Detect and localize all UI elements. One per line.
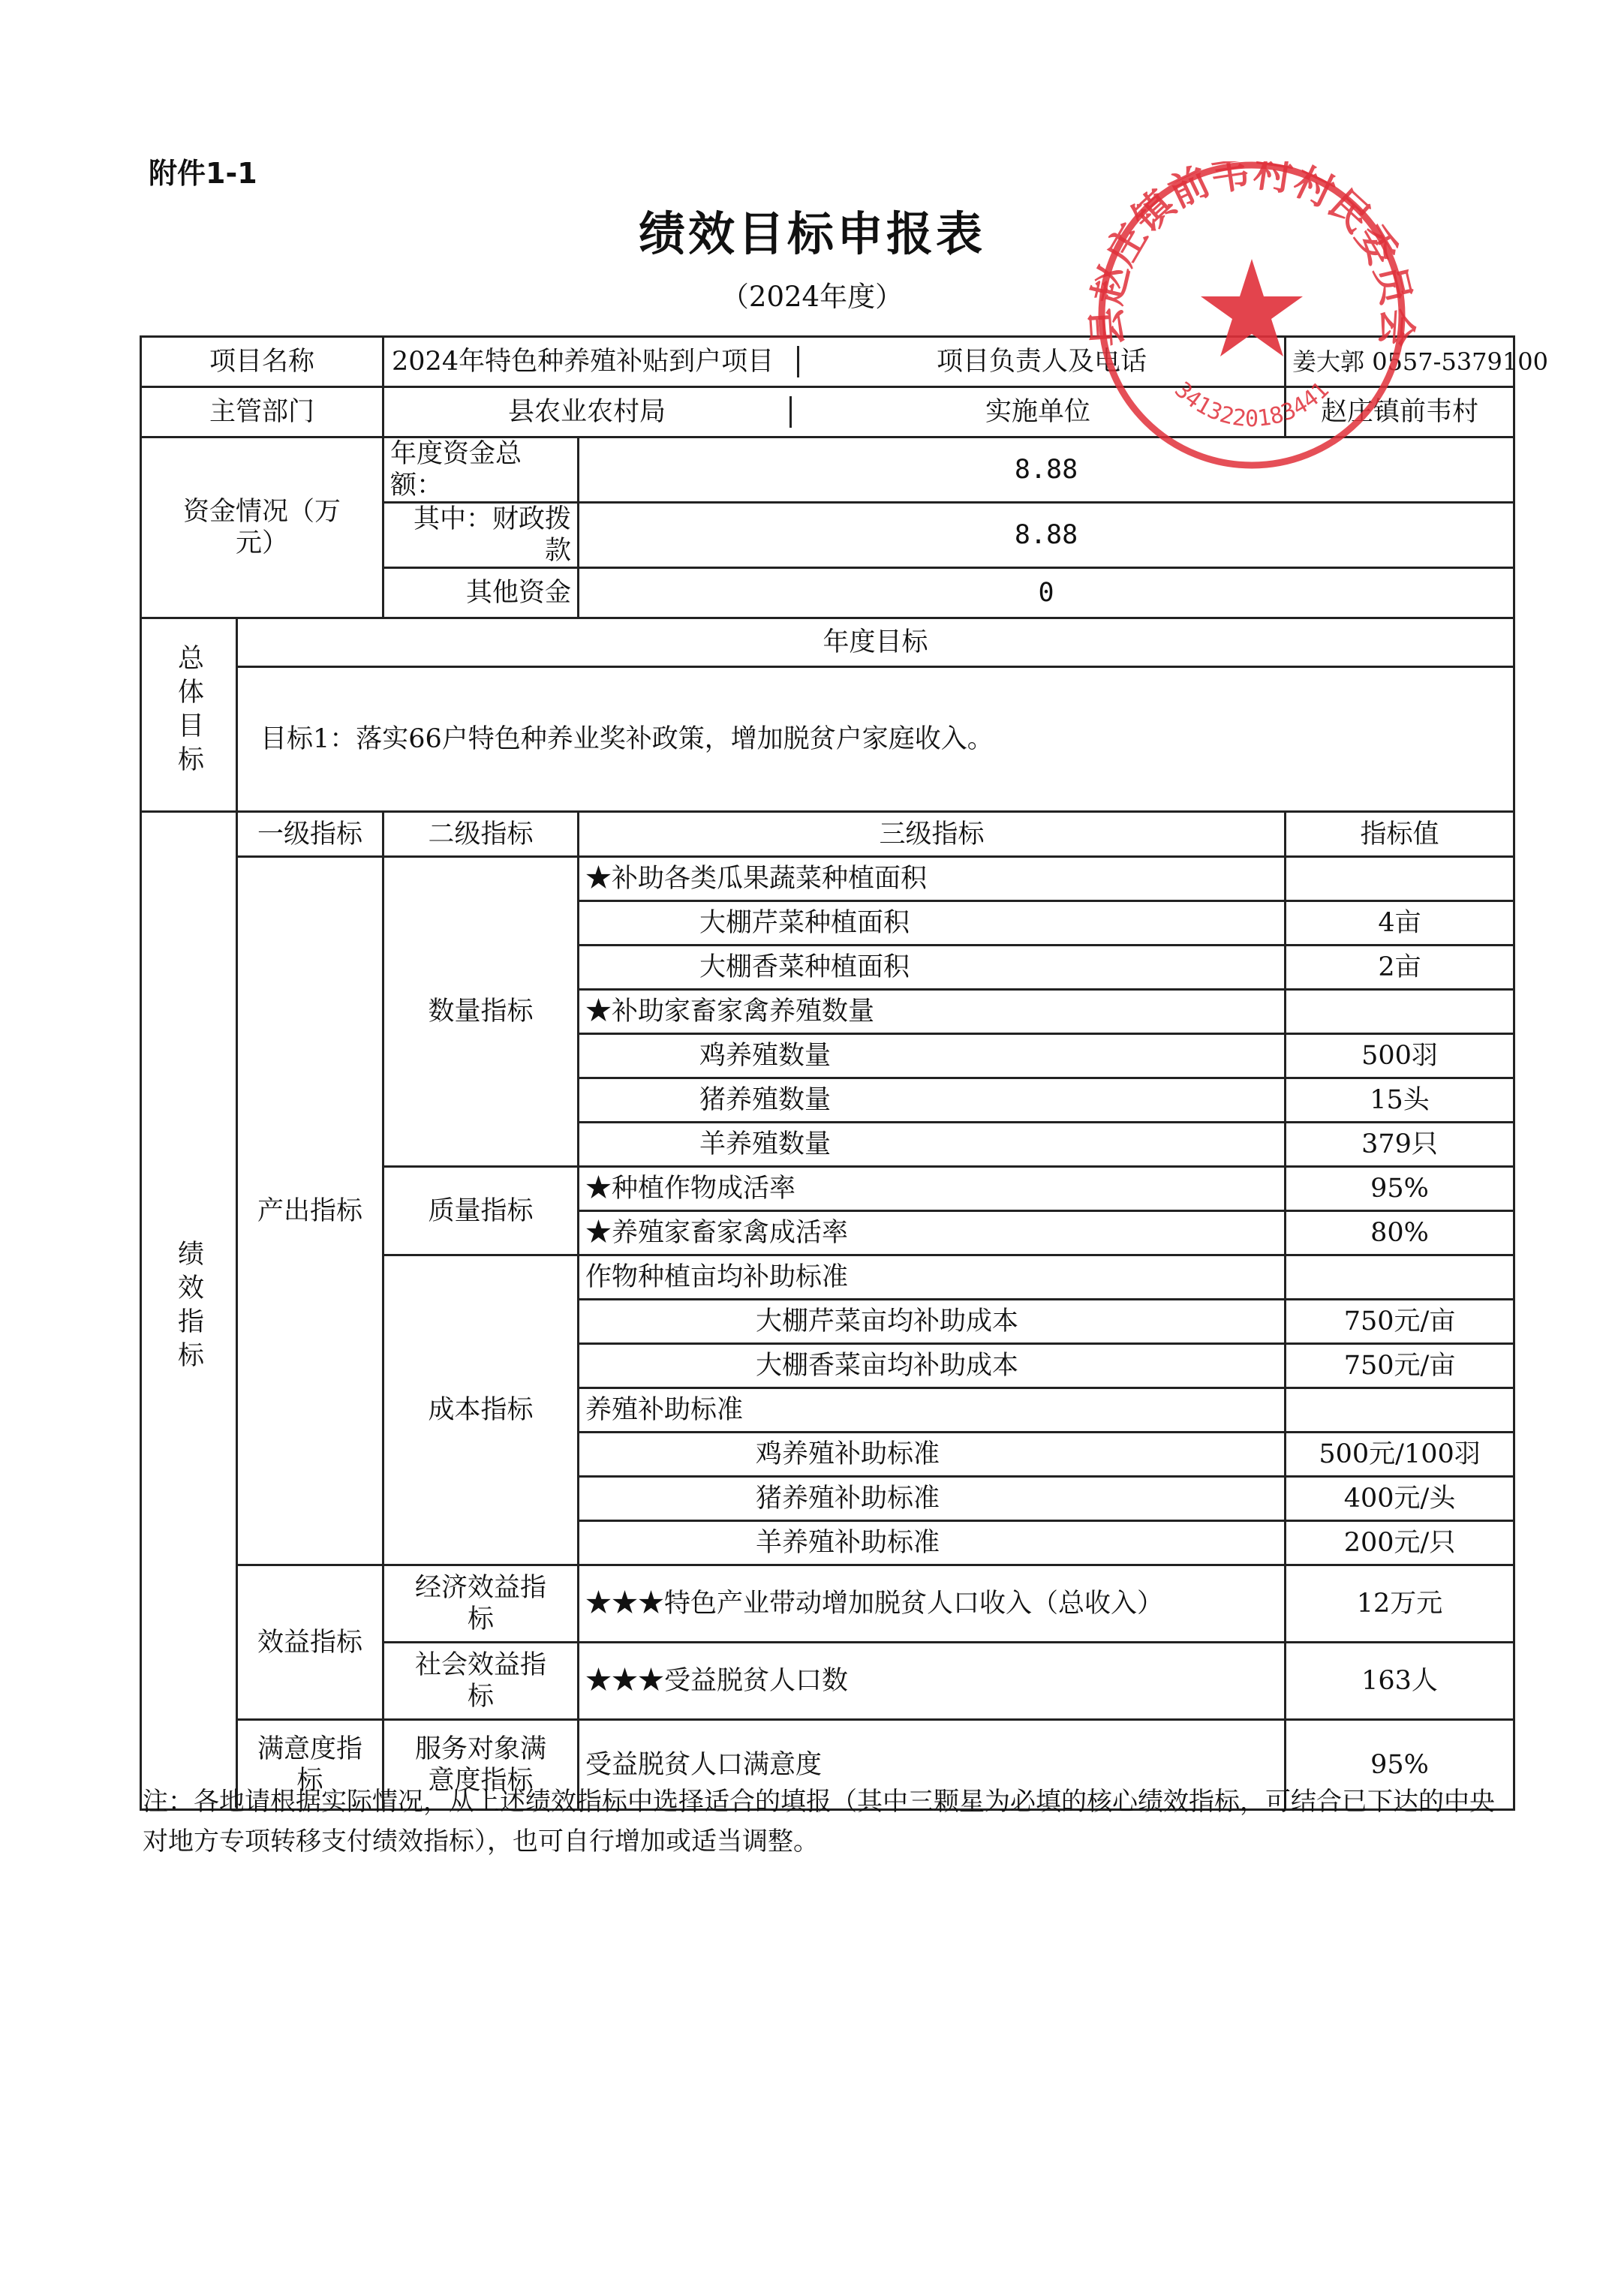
indicator-name: 鸡养殖数量 [579, 1034, 1286, 1078]
indicator-name: 大棚香菜种植面积 [579, 946, 1286, 990]
indicator-name: ★补助各类瓜果蔬菜种植面积 [579, 857, 1286, 901]
col-header-1: 一级指标 [237, 812, 383, 857]
indicator-value: 500元/100羽 [1286, 1433, 1514, 1477]
satisfaction-indicator: 满意度指标 [237, 1720, 383, 1810]
goal-header: 年度目标 [237, 618, 1514, 667]
indicator-value [1286, 857, 1514, 901]
unit-label: 实施单位 [985, 397, 1091, 427]
col-header-4: 指标值 [1286, 812, 1514, 857]
output-indicator: 产出指标 [237, 857, 383, 1565]
indicator-name: ★★★受益脱贫人口数 [579, 1643, 1286, 1720]
attachment-label: 附件1-1 [149, 157, 257, 190]
quality-indicator: 质量指标 [383, 1167, 579, 1255]
indicator-value: 2亩 [1286, 946, 1514, 990]
funds-label: 资金情况（万元） [141, 437, 383, 618]
indicator-value: 750元/亩 [1286, 1344, 1514, 1388]
indicator-name: ★养殖家畜家禽成活率 [579, 1211, 1286, 1255]
funds-total-label: 年度资金总额： [383, 437, 579, 503]
indicator-name: 鸡养殖补助标准 [579, 1433, 1286, 1477]
indicator-name: 大棚芹菜种植面积 [579, 901, 1286, 946]
cost-indicator: 成本指标 [383, 1255, 579, 1565]
indicator-name: 猪养殖数量 [579, 1078, 1286, 1123]
indicator-value: 15头 [1286, 1078, 1514, 1123]
indicator-name: ★补助家畜家禽养殖数量 [579, 990, 1286, 1034]
social-indicator: 社会效益指标 [383, 1643, 579, 1720]
indicator-value: 400元/头 [1286, 1477, 1514, 1521]
indicator-name: 受益脱贫人口满意度 [579, 1720, 1286, 1810]
indicator-value: 379只 [1286, 1123, 1514, 1167]
year-label: （2024年度） [720, 281, 904, 313]
project-owner-value: 姜大郭 0557-5379100 [1286, 337, 1514, 387]
indicator-value [1286, 1388, 1514, 1433]
economic-indicator: 经济效益指标 [383, 1565, 579, 1643]
funds-fiscal-label: 其中：财政拨款 [383, 503, 579, 568]
project-owner-label: 项目负责人及电话 [937, 347, 1147, 377]
indicator-value: 12万元 [1286, 1565, 1514, 1643]
indicator-name: ★★★特色产业带动增加脱贫人口收入（总收入） [579, 1565, 1286, 1643]
unit-value: 赵庄镇前韦村 [1286, 387, 1514, 437]
seal-star-icon [1201, 259, 1303, 356]
indicator-value: 200元/只 [1286, 1521, 1514, 1565]
perf-label: 绩效指标 [141, 812, 237, 1810]
seal-code: 3413220183441 [1168, 377, 1335, 432]
indicator-name: 羊养殖补助标准 [579, 1521, 1286, 1565]
indicator-name: 羊养殖数量 [579, 1123, 1286, 1167]
project-name-value: 2024年特色种养殖补贴到户项目 [384, 346, 799, 377]
funds-other-label: 其他资金 [383, 568, 579, 618]
indicator-value: 95% [1286, 1167, 1514, 1211]
funds-total-value: 8.88 [579, 437, 1514, 503]
indicator-value: 95% [1286, 1720, 1514, 1810]
indicator-value [1286, 1255, 1514, 1300]
indicator-name: 猪养殖补助标准 [579, 1477, 1286, 1521]
dept-label: 主管部门 [141, 387, 383, 437]
seal-text: 县赵庄镇前韦村村民委员会 [1084, 161, 1420, 348]
indicator-value: 80% [1286, 1211, 1514, 1255]
goal-text: 目标1：落实66户特色种养业奖补政策，增加脱贫户家庭收入。 [237, 667, 1514, 812]
indicator-name: 大棚香菜亩均补助成本 [579, 1344, 1286, 1388]
benefit-indicator: 效益指标 [237, 1565, 383, 1720]
indicator-name: 作物种植亩均补助标准 [579, 1255, 1286, 1300]
page-title: 绩效目标申报表 [638, 206, 985, 261]
col-header-3: 三级指标 [579, 812, 1286, 857]
funds-fiscal-value: 8.88 [579, 503, 1514, 568]
performance-form [140, 335, 1548, 1811]
indicator-value: 163人 [1286, 1643, 1514, 1720]
indicator-name: 养殖补助标准 [579, 1388, 1286, 1433]
col-header-2: 二级指标 [383, 812, 579, 857]
funds-other-value: 0 [579, 568, 1514, 618]
footnote: 注：各地请根据实际情况，从上述绩效指标中选择适合的填报（其中三颗星为必填的核心绩效指标，可结合已下达的中央对地方专项转移支付绩效指标），也可自行增加或适当调整。 [143, 1787, 1495, 1857]
service-indicator: 服务对象满意度指标 [383, 1720, 579, 1810]
official-seal [1079, 161, 1421, 469]
indicator-value [1286, 990, 1514, 1034]
quantity-indicator: 数量指标 [383, 857, 579, 1167]
indicator-value: 750元/亩 [1286, 1300, 1514, 1344]
indicator-name: ★种植作物成活率 [579, 1167, 1286, 1211]
project-name-label: 项目名称 [141, 337, 383, 387]
indicator-value: 500羽 [1286, 1034, 1514, 1078]
indicator-name: 大棚芹菜亩均补助成本 [579, 1300, 1286, 1344]
dept-value: 县农业农村局 [384, 396, 792, 428]
goal-label: 总体目标 [141, 618, 237, 812]
indicator-value: 4亩 [1286, 901, 1514, 946]
